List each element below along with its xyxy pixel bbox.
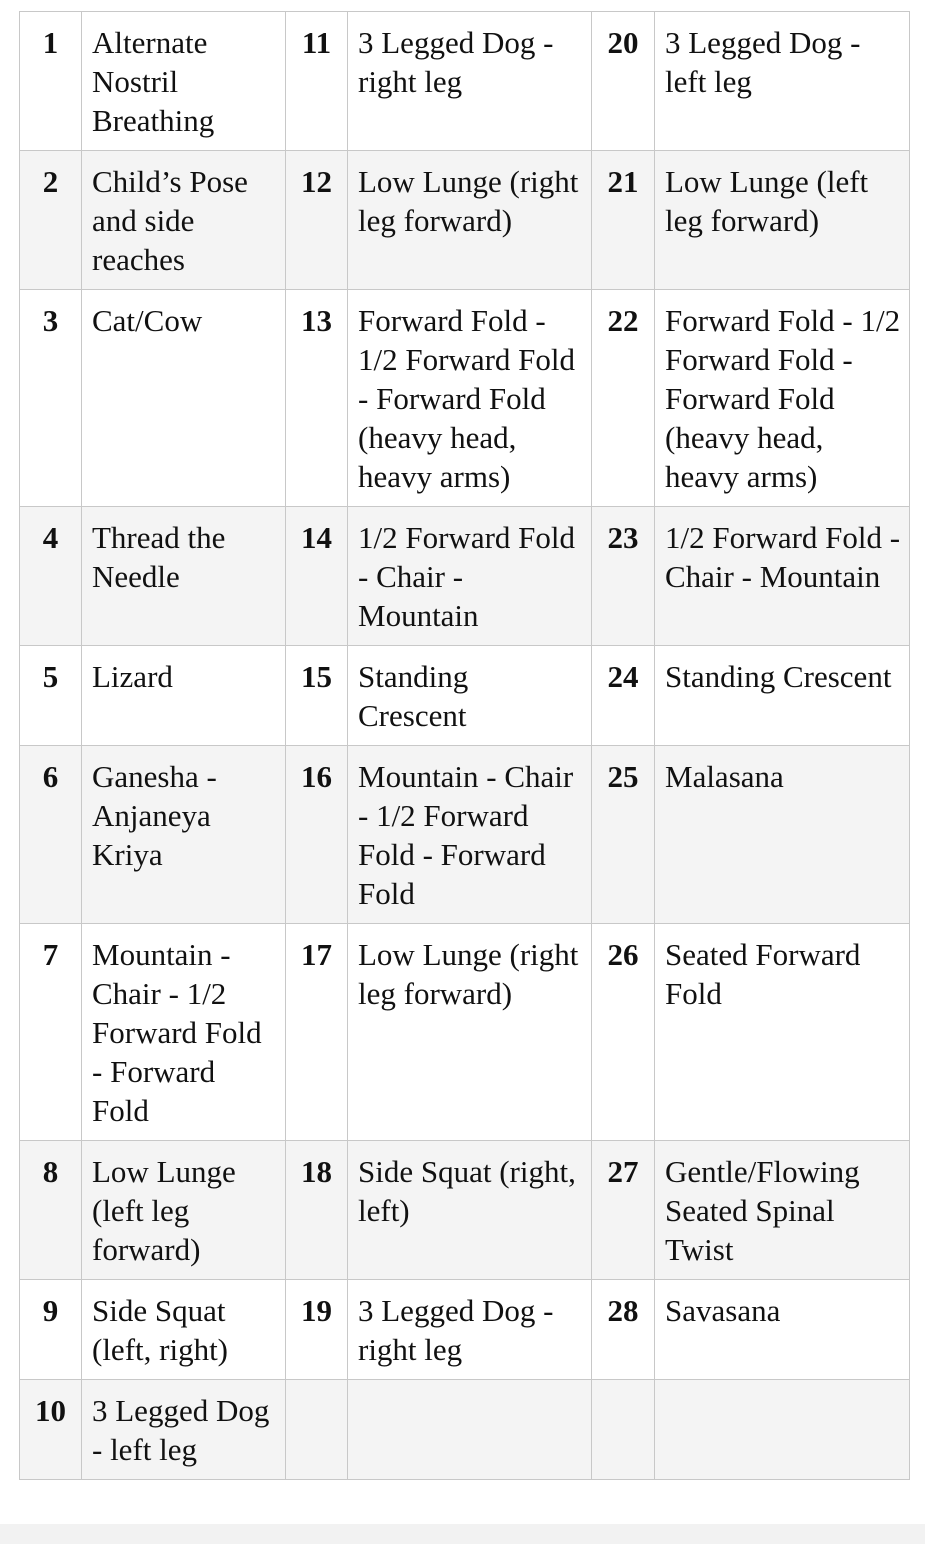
step-number: 25: [592, 746, 655, 924]
step-number: 15: [286, 646, 348, 746]
pose-cell: Ganesha - Anjaneya Kriya: [82, 746, 286, 924]
pose-cell: 1/2 Forward Fold - Chair - Mountain: [348, 507, 592, 646]
pose-cell: Cat/Cow: [82, 290, 286, 507]
pose-cell: Mountain - Chair - 1/2 Forward Fold - Forward Fold: [82, 924, 286, 1141]
step-number: 22: [592, 290, 655, 507]
table-row: [20, 1380, 910, 1480]
table-row: [20, 646, 910, 746]
table-row: [20, 924, 910, 1141]
step-number: 2: [20, 151, 82, 290]
pose-cell: Lizard: [82, 646, 286, 746]
step-number: 9: [20, 1280, 82, 1380]
step-number: 23: [592, 507, 655, 646]
pose-cell: Standing Crescent: [655, 646, 910, 746]
step-number: 8: [20, 1141, 82, 1280]
pose-cell: Side Squat (left, right): [82, 1280, 286, 1380]
pose-cell: 1/2 Forward Fold - Chair - Mountain: [655, 507, 910, 646]
table-row: [20, 1280, 910, 1380]
pose-cell: Mountain - Chair - 1/2 Forward Fold - Forward Fold: [348, 746, 592, 924]
pose-cell: 3 Legged Dog - right leg: [348, 12, 592, 151]
step-number: 17: [286, 924, 348, 1141]
step-number: 4: [20, 507, 82, 646]
pose-cell: Low Lunge (left leg forward): [655, 151, 910, 290]
table-row: [20, 12, 910, 151]
pose-cell: Seated Forward Fold: [655, 924, 910, 1141]
pose-cell: Side Squat (right, left): [348, 1141, 592, 1280]
pose-cell: Standing Crescent: [348, 646, 592, 746]
step-number: 12: [286, 151, 348, 290]
table-row: [20, 151, 910, 290]
page-bottom-band: [0, 1524, 925, 1544]
step-number: 6: [20, 746, 82, 924]
step-number: 10: [20, 1380, 82, 1480]
table-row: [20, 290, 910, 507]
table-row: [20, 1141, 910, 1280]
step-number: 28: [592, 1280, 655, 1380]
empty-cell: [286, 1380, 348, 1480]
empty-cell: [348, 1380, 592, 1480]
pose-cell: Thread the Needle: [82, 507, 286, 646]
empty-cell: [655, 1380, 910, 1480]
table-row: [20, 507, 910, 646]
step-number: 26: [592, 924, 655, 1141]
pose-cell: Low Lunge (left leg forward): [82, 1141, 286, 1280]
step-number: 27: [592, 1141, 655, 1280]
step-number: 7: [20, 924, 82, 1141]
step-number: 21: [592, 151, 655, 290]
pose-sequence-table: [19, 11, 910, 1480]
step-number: 3: [20, 290, 82, 507]
empty-cell: [592, 1380, 655, 1480]
pose-cell: 3 Legged Dog - left leg: [655, 12, 910, 151]
pose-cell: Alternate Nostril Breathing: [82, 12, 286, 151]
step-number: 24: [592, 646, 655, 746]
pose-cell: 3 Legged Dog - left leg: [82, 1380, 286, 1480]
pose-cell: Child’s Pose and side reaches: [82, 151, 286, 290]
table-row: [20, 746, 910, 924]
pose-cell: 3 Legged Dog - right leg: [348, 1280, 592, 1380]
step-number: 19: [286, 1280, 348, 1380]
step-number: 1: [20, 12, 82, 151]
step-number: 13: [286, 290, 348, 507]
pose-cell: Gentle/Flowing Seated Spinal Twist: [655, 1141, 910, 1280]
pose-cell: Malasana: [655, 746, 910, 924]
pose-cell: Forward Fold - 1/2 Forward Fold - Forward Fold (heavy head, heavy arms): [655, 290, 910, 507]
pose-cell: Low Lunge (right leg forward): [348, 151, 592, 290]
step-number: 11: [286, 12, 348, 151]
pose-cell: Forward Fold - 1/2 Forward Fold - Forward Fold (heavy head, heavy arms): [348, 290, 592, 507]
pose-cell: Savasana: [655, 1280, 910, 1380]
step-number: 18: [286, 1141, 348, 1280]
pose-cell: Low Lunge (right leg forward): [348, 924, 592, 1141]
step-number: 20: [592, 12, 655, 151]
step-number: 5: [20, 646, 82, 746]
step-number: 14: [286, 507, 348, 646]
step-number: 16: [286, 746, 348, 924]
